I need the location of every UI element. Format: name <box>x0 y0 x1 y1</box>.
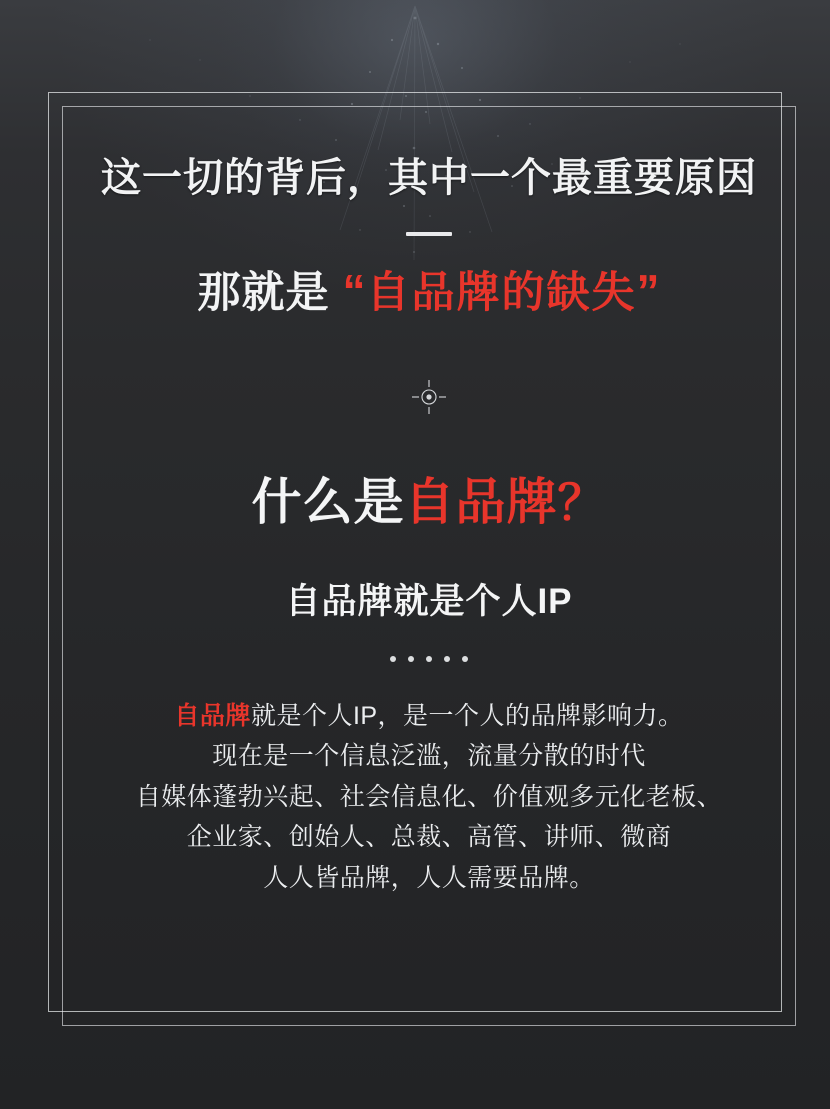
body-copy <box>62 696 796 899</box>
subheadline-prefix: 那就是 <box>197 269 330 317</box>
poster-content <box>62 106 796 1026</box>
question-accent: 自品牌 <box>404 473 558 530</box>
subheadline-accent: 自品牌的缺失 <box>366 269 637 317</box>
body-line-1-rest: 就是个人IP，是一个人的品牌影响力。 <box>250 701 684 730</box>
body-line-4: 企业家、创始人、总裁、高管、讲师、微商 <box>186 823 672 852</box>
target-icon <box>412 380 446 414</box>
body-line-5: 人人皆品牌，人人需要品牌。 <box>263 863 595 892</box>
page-title: 这一切的背后，其中一个最重要原因 <box>101 156 757 200</box>
body-line-2: 现在是一个信息泛滥，流量分散的时代 <box>212 742 646 771</box>
subheadline <box>62 264 796 320</box>
divider-dash-icon <box>406 232 452 236</box>
dot-separator-icon <box>62 656 796 662</box>
question-prefix: 什么是 <box>251 473 405 530</box>
quote-open: “ <box>342 265 367 317</box>
definition-title: 自品牌就是个人IP <box>285 581 573 621</box>
body-line-1 <box>62 696 796 737</box>
quote-close: ” <box>636 265 661 317</box>
body-line-1-accent: 自品牌 <box>174 701 251 730</box>
question-heading <box>62 462 796 534</box>
question-mark: ？ <box>557 476 607 530</box>
body-line-3: 自媒体蓬勃兴起、社会信息化、价值观多元化老板、 <box>135 782 723 811</box>
